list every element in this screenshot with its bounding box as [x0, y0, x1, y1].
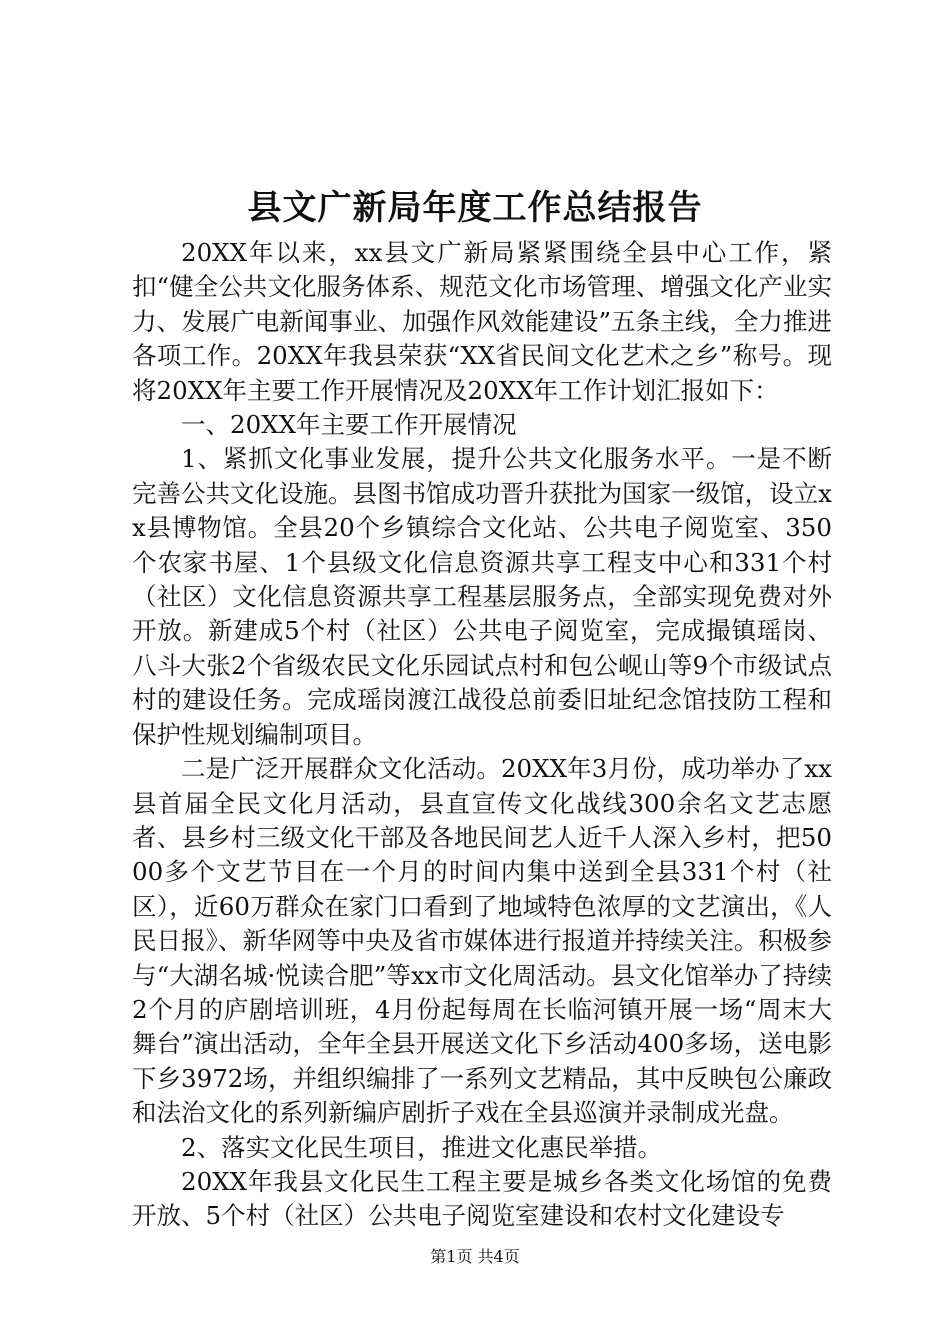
paragraph-intro: 20XX年以来，xx县文广新局紧紧围绕全县中心工作，紧扣“健全公共文化服务体系、规范文化市场管理、增强文化产业实力、发展广电新闻事业、加强作风效能建设”五条主线，全力推进各项工作。20XX年我县荣获“XX省民间文化艺术之乡”称号。现将20XX年主要工作开展情况及20XX年工作计划汇报如下：	[132, 238, 832, 405]
document-body	[132, 236, 832, 1234]
paragraph-activities: 二是广泛开展群众文化活动。20XX年3月份，成功举办了xx县首届全民文化月活动，县直宣传文化战线300余名文艺志愿者、县乡村三级文化干部及各地民间艺人近千人深入乡村，把5000多个文艺节目在一个月的时间内集中送到全县331个村（社区），近60万群众在家门口看到了地域特色浓厚的文艺演出，《人民日报》、新华网等中央及省市媒体进行报道并持续关注。积极参与“大湖名城·悦读合肥”等xx市文化周活动。县文化馆举办了持续2个月的庐剧培训班，4月份起每周在长临河镇开展一场“周末大舞台”演出活动，全年全县开展送文化下乡活动400多场，送电影下乡3972场，并组织编排了一系列文艺精品，其中反映包公廉政和法治文化的系列新编庐剧折子戏在全县巡演并录制成光盘。	[132, 754, 832, 1128]
paragraph-facilities: 1、紧抓文化事业发展，提升公共文化服务水平。一是不断完善公共文化设施。县图书馆成功晋升获批为国家一级馆，设立xx县博物馆。全县20个乡镇综合文化站、公共电子阅览室、350个农家书屋、1个县级文化信息资源共享工程支中心和331个村（社区）文化信息资源共享工程基层服务点，全部实现免费对外开放。新建成5个村（社区）公共电子阅览室，完成撮镇瑶岗、八斗大张2个省级农民文化乐园试点村和包公岘山等9个市级试点村的建设任务。完成瑶岗渡江战役总前委旧址纪念馆技防工程和保护性规划编制项目。	[132, 444, 832, 749]
subsection-heading: 2、落实文化民生项目，推进文化惠民举措。	[181, 1132, 663, 1162]
document-title: 县文广新局年度工作总结报告	[247, 188, 703, 228]
page-number-footer: 第1页 共4页	[430, 1247, 520, 1266]
section-heading: 一、20XX年主要工作开展情况	[181, 410, 517, 440]
paragraph-livelihood: 20XX年我县文化民生工程主要是城乡各类文化场馆的免费开放、5个村（社区）公共电子阅览室建设和农村文化建设专	[132, 1166, 832, 1231]
